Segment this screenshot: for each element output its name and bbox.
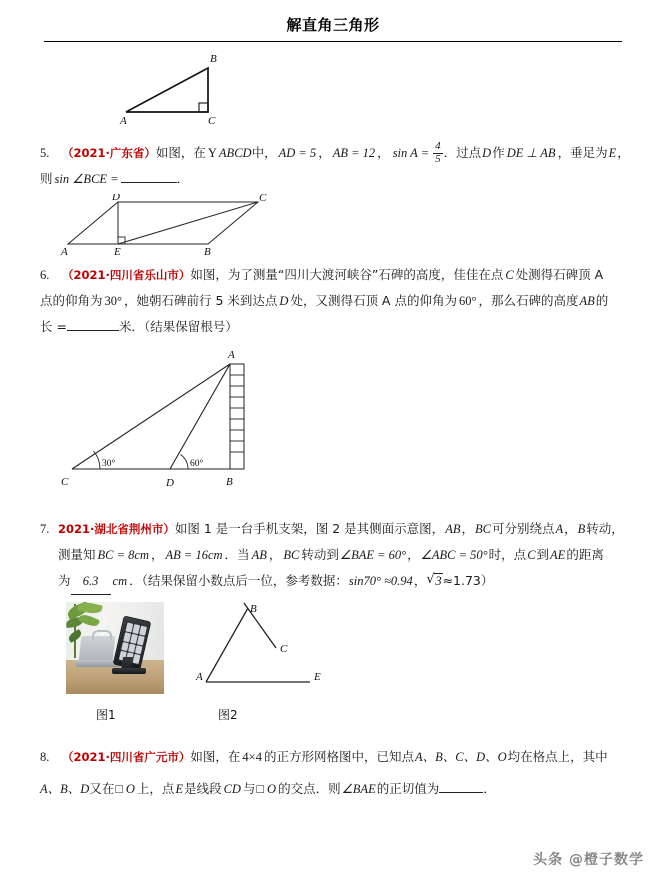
problem-7-unit-cm: cm xyxy=(112,574,128,588)
problem-6-point-d: D xyxy=(279,294,289,308)
problem-8-angle-bae: ∠BAE xyxy=(341,782,376,796)
problem-5-line2-a: 则 xyxy=(40,171,53,186)
problem-7-line-3 xyxy=(58,568,493,595)
problem-5-abcd: ABCD xyxy=(218,146,252,160)
problem-7-line-2 xyxy=(58,542,604,568)
problem-7-comma-4: ， xyxy=(268,547,282,562)
problem-8-text-1a: 如图，在 xyxy=(190,749,241,764)
problem-5-ab: AB = 12 xyxy=(332,146,376,160)
problem-7-point-b: B xyxy=(577,522,586,536)
circle-symbol-icon: □ xyxy=(256,782,265,796)
problem-5-comma-3: ， xyxy=(617,145,630,160)
problem-5-line-1 xyxy=(62,140,630,166)
problem-7-point-c: C xyxy=(527,548,536,562)
problem-8-text-2c: 是线段 xyxy=(184,781,222,796)
problem-5-answer-blank[interactable] xyxy=(121,182,177,183)
problem-5-text-d: ．过点 xyxy=(443,145,482,160)
problem-8-circle-o-1: O xyxy=(125,782,135,796)
problem-6-angle-30: 30° xyxy=(104,294,123,308)
problem-8-text-2e: 的交点．则 xyxy=(278,781,341,796)
problem-5-number: 5. xyxy=(40,146,50,160)
problem-7-source: 2021·湖北省荆州市） xyxy=(58,522,175,536)
problem-8-point-e: E xyxy=(175,782,184,796)
parallelogram-symbol: Y xyxy=(207,146,217,160)
figure-p5-label-a: A xyxy=(61,246,68,256)
problem-7-ae: AE xyxy=(550,548,566,562)
problem-8-points: A、B、C、D、O xyxy=(414,750,507,764)
problem-5-point-e: E xyxy=(608,146,617,160)
problem-8-line-2 xyxy=(40,776,496,802)
problem-6-text-3b: 米．（结果保留根号） xyxy=(118,319,238,334)
photo-black-stand-base xyxy=(112,668,146,674)
figure-1-caption: 图1 xyxy=(96,708,116,722)
problem-6-angle-60: 60° xyxy=(458,294,477,308)
problem-7-number: 7. xyxy=(40,522,50,536)
figure-top-label-a: A xyxy=(120,115,127,126)
figure-p6-label-d: D xyxy=(166,477,174,489)
problem-8-points-2: A、B、D xyxy=(40,782,90,796)
problem-6-source: （2021·四川省乐山市） xyxy=(62,268,191,282)
problem-8-text-2b: 上，点 xyxy=(136,781,175,796)
figure-p5-label-c: C xyxy=(259,194,267,204)
photo-silver-stand-hook xyxy=(92,630,112,640)
problem-8-cd: CD xyxy=(223,782,241,796)
problem-5-sina: sin A = xyxy=(392,146,430,160)
problem-7-text-2f: 的距离 xyxy=(566,547,604,562)
figure-p5-label-b: B xyxy=(204,246,211,256)
problem-5-sin-bce: sin ∠BCE = xyxy=(54,172,119,186)
problem-8-answer-blank[interactable] xyxy=(439,792,483,793)
fraction-denominator: 5 xyxy=(435,152,441,165)
figure-p6-label-b: B xyxy=(226,476,233,488)
figure-top-label-b: B xyxy=(210,53,217,65)
problem-6-line-3 xyxy=(40,314,238,340)
problem-8-text-2a: 又在 xyxy=(89,781,115,796)
problem-7-comma-5: ， xyxy=(407,547,420,562)
problem-6-text-2b: ，她朝石碑前行 5 米到达点 xyxy=(124,293,278,308)
problem-7-text-1b: 可分别绕点 xyxy=(491,521,555,536)
figure-problem-5-parallelogram xyxy=(58,194,298,256)
figure-p6-label-a: A xyxy=(228,349,235,361)
problem-7-point-a: A xyxy=(555,522,564,536)
problem-6-answer-blank[interactable] xyxy=(67,330,119,331)
problem-8-text-1b: 的正方形网格图中，已知点 xyxy=(263,749,414,764)
problem-7-text-3b: ．（结果保留小数点后一位，参考数据： xyxy=(129,573,348,588)
figure-2-label-e: E xyxy=(314,671,321,683)
figure-2-label-a: A xyxy=(196,671,203,683)
problem-5-point-d: D xyxy=(482,146,492,160)
problem-7-ab-eq: AB = 16cm xyxy=(165,548,223,562)
problem-8-grid-size: 4×4 xyxy=(242,750,262,764)
problem-7-bc: BC xyxy=(474,522,491,536)
problem-7-bc-eq: BC = 8cm xyxy=(97,548,149,562)
figure-2-caption: 图2 xyxy=(218,708,238,722)
figure-p6-angle-60: 60° xyxy=(190,459,204,469)
problem-7-comma-2: ， xyxy=(564,521,577,536)
problem-5-source: （2021·广东省） xyxy=(62,146,156,160)
figure-1-photo-phone-stand xyxy=(66,602,164,694)
problem-7-angle-abc: ∠ABC = 50° xyxy=(420,548,488,562)
figure-p5-label-e: E xyxy=(114,246,121,256)
problem-7-text-2e: 到 xyxy=(536,547,550,562)
problem-6-text-2e: 的 xyxy=(595,293,609,308)
problem-7-angle-bae: ∠BAE = 60° xyxy=(339,548,407,562)
problem-5-ad: AD = 5 xyxy=(278,146,317,160)
problem-7-comma-3: ， xyxy=(151,547,164,562)
figure-2-label-b: B xyxy=(250,603,257,615)
problem-7-text-2d: 时，点 xyxy=(488,547,527,562)
problem-8-text-1c: 均在格点上，其中 xyxy=(507,749,608,764)
problem-6-number: 6. xyxy=(40,268,50,282)
problem-7-sin70: sin70° ≈0.94 xyxy=(348,574,413,588)
problem-6-line-2 xyxy=(40,288,608,314)
problem-7-ab: AB xyxy=(445,522,461,536)
problem-5-text-f: ，垂足为 xyxy=(557,145,608,160)
problem-8-text-2f: 的正切值为 xyxy=(376,781,440,796)
problem-5-line-2 xyxy=(40,166,189,192)
figure-p6-angle-30: 30° xyxy=(102,459,116,469)
problem-6-text-1: 如图，为了测量“四川大渡河峡谷”石碑的高度，佳佳在点 xyxy=(190,267,504,282)
problem-6-text-2a: 点的仰角为 xyxy=(40,293,103,308)
problem-7-answer-filled[interactable]: 6.3 xyxy=(71,568,111,595)
problem-5-comma-2: ， xyxy=(377,145,390,160)
problem-7-bc-2: BC xyxy=(283,548,300,562)
problem-7-ab-2: AB xyxy=(251,548,267,562)
problem-5-text-c: 中， xyxy=(251,145,277,160)
problem-7-text-2c: 转动到 xyxy=(301,547,339,562)
problem-7-text-2a: 测量知 xyxy=(58,547,96,562)
sqrt-radicand: 3 xyxy=(435,574,442,588)
problem-7-comma-1: ， xyxy=(461,521,474,536)
problem-7-text-3a: 为 xyxy=(58,573,71,588)
problem-5-text-e: 作 xyxy=(492,145,505,160)
problem-8-circle-o-2: O xyxy=(267,782,277,796)
figure-p5-label-d: D xyxy=(112,194,120,203)
figure-2-schematic xyxy=(188,600,338,696)
title-divider xyxy=(44,41,622,42)
problem-7-text-3d: ≈1.73） xyxy=(442,573,494,588)
problem-5-comma-1: ， xyxy=(318,145,331,160)
figure-top-right-triangle xyxy=(112,46,252,126)
circle-symbol-icon: □ xyxy=(115,782,123,796)
figure-2-label-c: C xyxy=(280,643,288,655)
problem-5-period: ． xyxy=(176,171,190,186)
figure-problem-6-monument xyxy=(60,344,360,490)
problem-6-text-2c: 处，又测得石顶 A 点的仰角为 xyxy=(290,293,457,308)
watermark: 头条 @橙子数学 xyxy=(533,852,644,868)
problem-6-line-1 xyxy=(62,262,603,288)
problem-6-text-2d: ，那么石碑的高度 xyxy=(478,293,579,308)
figure-p6-label-c: C xyxy=(61,476,69,488)
problem-8-text-2d: 与 xyxy=(242,781,256,796)
problem-8-line-1 xyxy=(62,744,608,770)
problem-7-text-1a: 如图 1 是一台手机支架，图 2 是其侧面示意图， xyxy=(174,521,445,536)
problem-6-text-3a: 长 = xyxy=(40,319,67,334)
problem-7-comma-6: ， xyxy=(413,573,427,588)
problem-5-text-a: 如图，在 xyxy=(155,145,206,160)
figure-top-label-c: C xyxy=(208,115,216,126)
problem-7-text-2b: ．当 xyxy=(224,547,250,562)
page-title: 解直角三角形 xyxy=(286,16,380,34)
problem-6-ab: AB xyxy=(579,294,595,308)
problem-6-text-1-end: 处测得石碑顶 A xyxy=(515,267,604,282)
problem-8-source: （2021·四川省广元市） xyxy=(62,750,191,764)
sqrt-three xyxy=(426,568,442,594)
problem-7-text-1d: 转动， xyxy=(586,521,624,536)
problem-7-line-1 xyxy=(58,516,624,542)
problem-6-point-c: C xyxy=(505,268,514,282)
fraction-numerator: 4 xyxy=(435,140,441,153)
problem-8-period: ． xyxy=(483,781,496,796)
problem-5-de-perp-ab: DE ⊥ AB xyxy=(506,146,556,160)
fraction-four-fifths xyxy=(433,141,443,165)
problem-8-number: 8. xyxy=(40,750,50,764)
